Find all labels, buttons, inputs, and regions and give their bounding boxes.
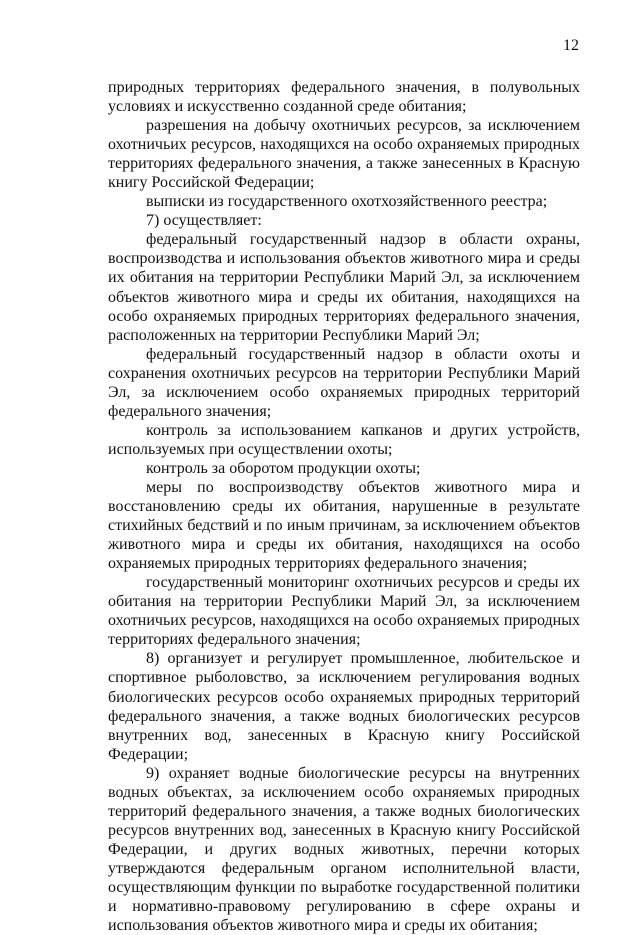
paragraph-product-control: контроль за оборотом продукции охоты; <box>146 459 421 477</box>
paragraph-item-8: 8) организует и регулирует промышленное, любительское и спортивное рыболовство, за исключением регулирования водных биологических ресурсов особо охраняемых природных территорий федерального значения, а также водных биологических ресурсов внутренних вод, занесенных в Красную книгу Российской Федерации; <box>108 650 580 763</box>
paragraph-hunting-permits: разрешения на добычу охотничьих ресурсов, за исключением охотничьих ресурсов, находящихся на особо охраняемых природных территориях федерального значения, а также занесенных в Красную книгу Российской Федерации; <box>108 117 580 192</box>
paragraph-hunting-supervision: федеральный государственный надзор в области охоты и сохранения охотничьих ресурсов на территории Республики Марий Эл, за исключением особо охраняемых природных территорий федерального значения; <box>108 345 580 420</box>
paragraph-continuation: природных территориях федерального значения, в полувольных условиях и искусственно созданной среде обитания; <box>108 79 580 116</box>
paragraph-reproduction-measures: меры по воспроизводству объектов животного мира и восстановлению среды их обитания, нарушенные в результате стихийных бедствий и по иным причинам, за исключением объектов животного мира и среды их обитания, находящихся на особо охраняемых природных территориях федерального значения; <box>108 478 580 573</box>
paragraph-wildlife-supervision: федеральный государственный надзор в области охраны, воспроизводства и использования объектов животного мира и среды их обитания на территории Республики Марий Эл, за исключением объектов животного мира и среды их обитания, находящихся на особо охраняемых природных территориях федерального значения, расположенных на территории Республики Марий Эл; <box>108 231 580 344</box>
paragraph-trap-control: контроль за использованием капканов и других устройств, используемых при осуществлении охоты; <box>108 421 580 458</box>
page-number: 12 <box>563 37 579 54</box>
paragraph-registry-extracts: выписки из государственного охотхозяйственного реестра; <box>146 193 548 211</box>
paragraph-item-9: 9) охраняет водные биологические ресурсы на внутренних водных объектах, за исключением особо охраняемых природных территорий федерального значения, а также водных биологических ресурсов внутренних вод, занесенных в Красную книгу Российской Федерации, и других водных животных, перечни которых утверждаются федеральным органом исполнительной власти, осуществляющим функции по выработке государственной политики и нормативно-правовому регулированию в сфере охраны и использования объектов животного мира и среды их обитания; <box>108 764 580 935</box>
paragraph-state-monitoring: государственный мониторинг охотничьих ресурсов и среды их обитания на территории Республики Марий Эл, за исключением охотничьих ресурсов, находящихся на особо охраняемых природных территориях федерального значения; <box>108 574 580 649</box>
document-body <box>108 78 580 935</box>
paragraph-item-7: 7) осуществляет: <box>146 212 262 230</box>
